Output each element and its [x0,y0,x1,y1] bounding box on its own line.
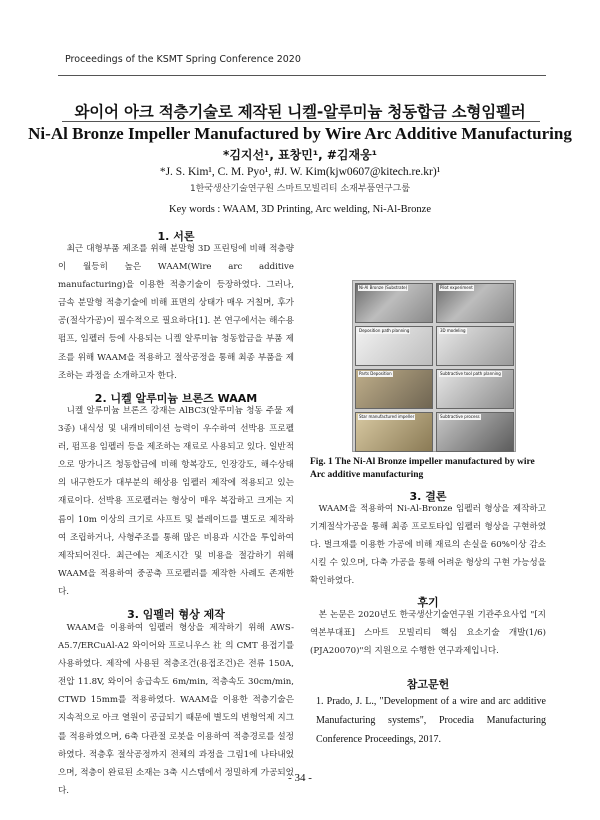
figure-panel-deposition [355,369,433,409]
running-head: Proceedings of the KSMT Spring Conference 2020 [65,54,301,65]
conclusion-text: WAAM을 적용하여 Ni-Al-Bronze 임펠러 형상을 제작하고 기계절삭가공을 통해 최종 프로토타입 임펠러 형상을 구현하였다. 벌크재를 이용한 가공에 비해 재료의 손실을 60%이상 감소시킬 수 있으며, 다축 가공을 통해 어려운 형상의 구현 가능성을 확인하였다. [310,504,546,587]
figure-panel-label: Ni-Al Bronze (Substrate) [359,285,408,290]
figure-caption: Fig. 1 The Ni-Al Bronze impeller manufactured by wire Arc additive manufacturing [310,457,535,480]
figure-panel-label: Subtractive process [440,414,480,419]
shape-heading: 3. 임펠러 형상 제작 [127,608,225,621]
title-rule [62,121,540,122]
figure-panel-label: Pilot experiment [440,285,473,290]
nab-heading: 2. 니켈 알루미늄 브론즈 WAAM [94,392,258,405]
header-rule [58,75,546,76]
figure-panel-path-planning [355,326,433,366]
figure-panel-label: 3D modeling [440,328,466,333]
figure-panel-pilot [436,283,514,323]
figure-panel-label: Subtractive tool path planning [440,371,501,376]
keywords: Key words : WAAM, 3D Printing, Arc welding, Ni-Al-Bronze [169,204,431,215]
figure-panel-label: Deposition path planning [359,328,410,333]
title-english: Ni-Al Bronze Impeller Manufactured by Wire Arc Additive Manufacturing [28,124,572,143]
figure-1 [352,280,516,452]
authors-korean: *김지선¹, 표창민¹, #김재웅¹ [223,148,377,162]
authors-english: *J. S. Kim¹, C. M. Pyo¹, #J. W. Kim(kjw0607@kitech.re.kr)¹ [159,166,441,178]
reference-item: 1. Prado, J. L., "Development of a wire and arc additive Manufacturing systems", Procedia Manufacturing Conference Proceedings, 2017. [316,696,546,745]
affiliation: 1한국생산기술연구원 스마트모빌리티 소재부품연구그룹 [189,184,411,194]
references-heading: 참고문헌 [406,678,450,691]
figure-panel-substrate [355,283,433,323]
intro-heading: 1. 서론 [157,230,195,243]
ack-heading: 후기 [417,596,439,609]
figure-panel-label: Parts Deposition [359,371,392,376]
conclusion-heading: 3. 결론 [409,490,447,503]
intro-text: 최근 대형부품 제조를 위해 분말형 3D 프린팅에 비해 적층량이 월등히 높은 WAAM(Wire arc additive manufacturing)을 이용한 적층기술이 등장하였다. 그러나, 금속 분말형 적층기술에 비해 표면의 상태가 매우 거칠며, 후가공(절삭가공)이 필수적으로 필요하다[1]. 본 연구에서는 해수용 펌프, 임펠러 등에 사용되는 니켈 알루미늄 청동합금을 부품 제조를 위해 WAAM을 적용하고 절삭공정을 통해 최종 부품을 제조하는 과정을 소개하고자 한다. [58,244,294,381]
figure-panel-subtractive [436,412,514,452]
page-number: - 34 - [288,772,312,784]
figure-panel-impeller [355,412,433,452]
title-korean: 와이어 아크 적층기술로 제작된 니켈-알루미늄 청동합금 소형임펠러 [74,103,526,121]
figure-panel-tool-path [436,369,514,409]
nab-text: 니켈 알루미늄 브론즈 강재는 AlBC3(알루미늄 청동 주물 제3종) 내식성 및 내캐비테이션 능력이 우수하여 선박용 프로펠러, 펌프용 임펠러 등을 제조하는 재료로 사용되고 있다. 일반적으로 망가니즈 청동합금에 비해 항복강도, 인장강도, 해수상태의 내구한도가 대부분의 해상용 임펠러 제작에 적용되고 있는 재료이다. 선박용 프로펠러는 형상이 매우 복잡하고 크게는 지름이 10m 이상의 크기로 샤프트 및 블레이드를 별도로 제작하여 조립하거나, 사형주조를 통해 많은 비용과 시간을 투입하여 제작되어진다. 최근에는 제조시간 및 비용을 절감하기 위해 WAAM을 적용하여 중공축 프로펠러를 제작한 사례도 존재한다. [58,406,294,597]
figure-panel-label: Star manufactured impeller [359,414,415,419]
ack-text: 본 논문은 2020년도 한국생산기술연구원 기관주요사업 "[지역본부대표] 스마트 모빌리티 핵심 요소기술 개발(1/6) (PJA20070)"의 지원으로 수행한 연구과제입니다. [310,610,546,657]
shape-text: WAAM을 이용하여 임펠러 형상을 제작하기 위해 AWS-A5.7/ERCuAl-A2 와이어와 프로니우스 社 의 CMT 용접기를 사용하였다. 제작에 사용된 적층조건(용접조건)은 전류 150A, 전압 11.8V, 와이어 송급속도 6m/min, 적층속도 30cm/min, CTWD 15mm를 적용하였다. WAAM을 이용한 적층기술은 지속적으로 아크 열원이 공급되기 때문에 별도의 변형억제 지그를 적용하였으며, 6축 다관절 로봇을 이용하여 적층경로를 설정하였다. 적층후 절삭공정까지 전체의 과정을 그림1에 나타내었으며, 적층이 완료된 소재는 3축 시스템에서 정밀하게 가공되었다. [58,623,294,796]
figure-panel-3d-modeling [436,326,514,366]
